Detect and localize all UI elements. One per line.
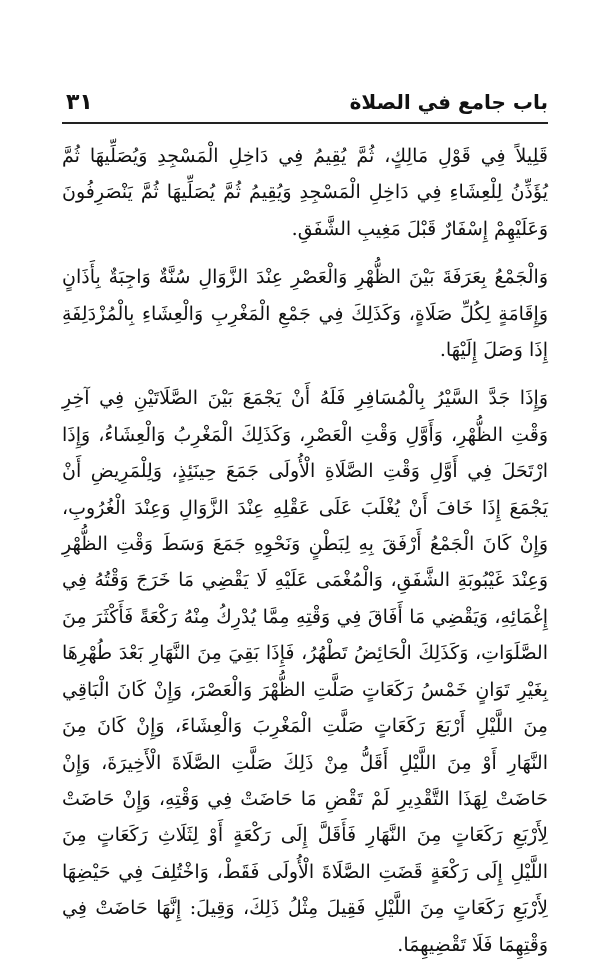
running-title: باب جامع في الصلاة xyxy=(349,90,548,114)
paragraph-1: قَلِيلاً فِي قَوْلِ مَالِكٍ، ثُمَّ يُقِيمُ فِي دَاخِلِ الْمَسْجِدِ وَيُصَلِّيهَا ثُمَّ يُؤَذِّنُ لِلْعِشَاءِ فِي دَاخِلِ الْمَسْجِدِ وَيُقِيمُ ثُمَّ يُصَلِّيهَا ثُمَّ يَنْصَرِفُونَ وَعَلَيْهِمْ إِسْفَارٌ قَبْلَ مَغِيبِ الشَّفَقِ. xyxy=(62,145,548,240)
page-header xyxy=(62,88,548,124)
body-text xyxy=(62,138,548,963)
book-page xyxy=(62,88,548,956)
page-number: ٣١ xyxy=(66,90,93,115)
paragraph-3: وَإِذَا جَدَّ السَّيْرُ بِالْمُسَافِرِ فَلَهُ أَنْ يَجْمَعَ بَيْنَ الصَّلَاتَيْنِ فِي آخِرِ وَقْتِ الظُّهْرِ، وَأَوَّلِ وَقْتِ الْعَصْرِ، وَكَذَلِكَ الْمَغْرِبُ وَالْعِشَاءُ، وَإِذَا ارْتَحَلَ فِي أَوَّلِ وَقْتِ الصَّلَاةِ الْأُولَى جَمَعَ حِينَئِذٍ، وَلِلْمَرِيضِ أَنْ يَجْمَعَ إِذَا خَافَ أَنْ يُغْلَبَ عَلَى عَقْلِهِ عِنْدَ الزَّوَالِ وَعِنْدَ الْغُرُوبِ، وَإِنْ كَانَ الْجَمْعُ أَرْفَقَ بِهِ لِبَطْنٍ وَنَحْوِهِ جَمَعَ وَسَطَ وَقْتِ الظُّهْرِ وَعِنْدَ غَيْبُوبَةِ الشَّفَقِ، وَالْمُغْمَى عَلَيْهِ لَا يَقْضِي مَا خَرَجَ وَقْتُهُ فِي إِغْمَائِهِ، وَيَقْضِي مَا أَفَاقَ فِي وَقْتِهِ مِمَّا يُدْرِكُ مِنْهُ رَكْعَةً فَأَكْثَرَ مِنَ الصَّلَوَاتِ، وَكَذَلِكَ الْحَائِضُ تَطْهُرُ، فَإِذَا بَقِيَ مِنَ النَّهَارِ بَعْدَ طُهْرِهَا بِغَيْرِ تَوَانٍ خَمْسُ رَكَعَاتٍ صَلَّتِ الظُّهْرَ وَالْعَصْرَ، وَإِنْ كَانَ الْبَاقِي مِنَ اللَّيْلِ أَرْبَعَ رَكَعَاتٍ صَلَّتِ الْمَغْرِبَ وَالْعِشَاءَ، وَإِنْ كَانَ مِنَ النَّهَارِ أَوْ مِنَ اللَّيْلِ أَقَلُّ مِنْ ذَلِكَ صَلَّتِ الصَّلَاةَ الْأَخِيرَةَ، وَإِنْ حَاضَتْ لِهَذَا التَّقْدِيرِ لَمْ تَقْضِ مَا حَاضَتْ فِي وَقْتِهِ، وَإِنْ حَاضَتْ لِأَرْبَعِ رَكَعَاتٍ مِنَ النَّهَارِ فَأَقَلَّ إِلَى رَكْعَةٍ أَوْ لِثَلَاثِ رَكَعَاتٍ مِنَ اللَّيْلِ إِلَى رَكْعَةٍ قَضَتِ الصَّلَاةَ الْأُولَى فَقَطْ، وَاخْتُلِفَ فِي حَيْضِهَا لِأَرْبَعِ رَكَعَاتٍ مِنَ اللَّيْلِ فَقِيلَ مِثْلُ ذَلِكَ، وَقِيلَ: إِنَّهَا حَاضَتْ فِي وَقْتِهِمَا فَلَا تَقْضِيهِمَا. xyxy=(62,387,548,956)
paragraph-2: وَالْجَمْعُ بِعَرَفَةَ بَيْنَ الظُّهْرِ وَالْعَصْرِ عِنْدَ الزَّوَالِ سُنَّةٌ وَاجِبَةٌ بِأَذَانٍ وَإِقَامَةٍ لِكُلِّ صَلَاةٍ، وَكَذَلِكَ فِي جَمْعِ الْمَغْرِبِ وَالْعِشَاءِ بِالْمُزْدَلِفَةِ إِذَا وَصَلَ إِلَيْهَا. xyxy=(62,266,548,362)
